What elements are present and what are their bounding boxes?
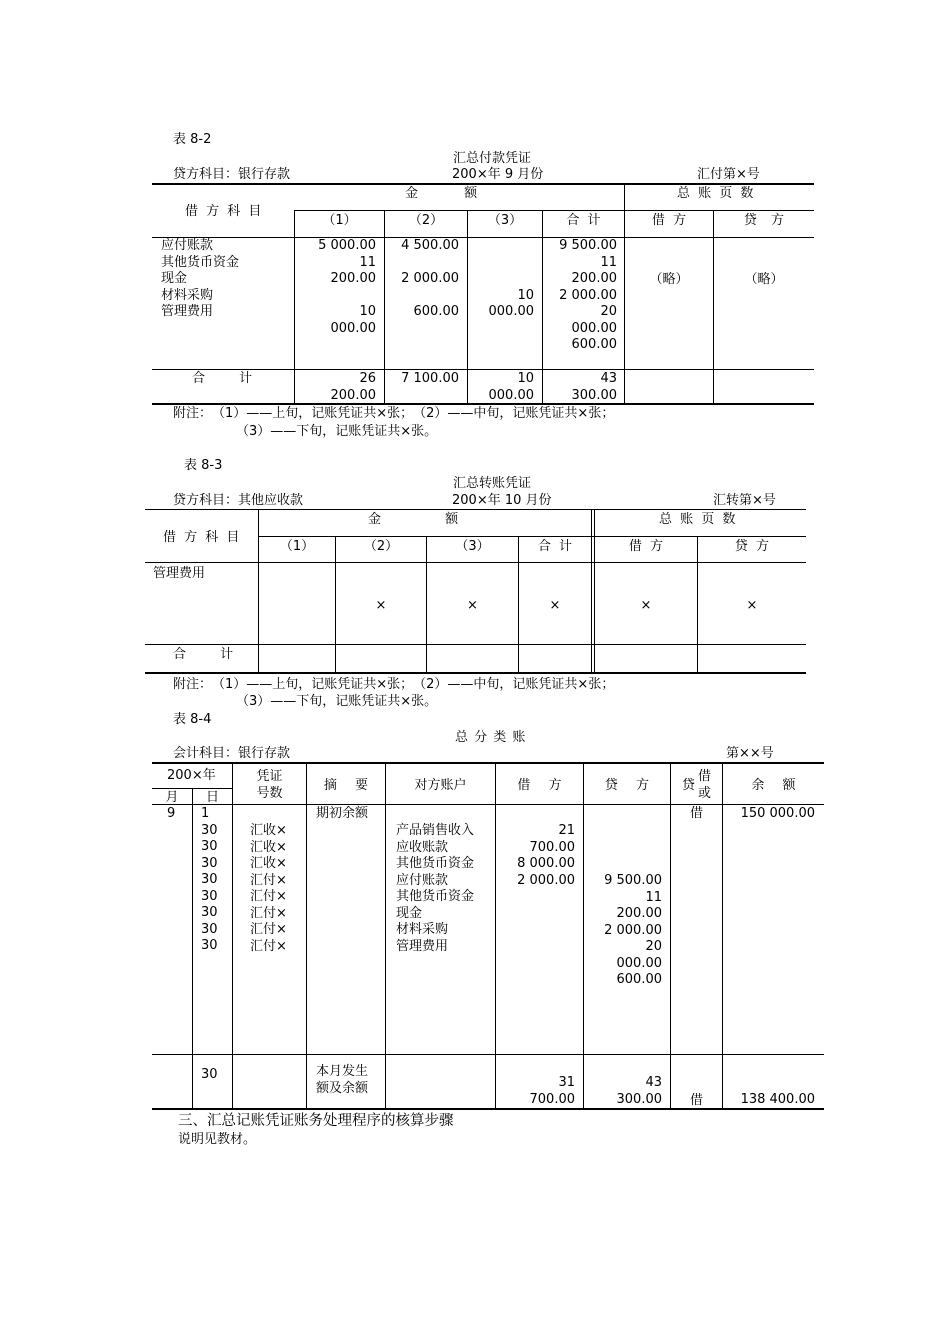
period-label: 200×年 10 月份 xyxy=(452,493,552,508)
col-2-values: 4 500.00 2 000.00 600.00 xyxy=(401,238,459,319)
section-body: 说明见教材。 xyxy=(178,1132,257,1147)
account-label: 会计科目：银行存款 xyxy=(173,746,291,761)
header-direction-or: 或 xyxy=(698,786,712,801)
month-credit-total: 43 300.00 xyxy=(616,1075,662,1107)
month-value: 9 xyxy=(167,806,176,821)
table-8-2-note-1: 附注： （1）——上旬，记账凭证共×张； （2）——中旬，记账凭证共×张； xyxy=(173,406,615,421)
col-2-mark: × xyxy=(375,598,387,613)
table-8-3-note-2: （3）——下旬，记账凭证共×张。 xyxy=(236,694,438,709)
header-direction-debit: 借 xyxy=(698,769,712,784)
header-year: 200×年 xyxy=(167,768,216,783)
debit-page-note: （略） xyxy=(649,272,689,287)
closing-direction: 借 xyxy=(689,1093,703,1108)
credit-account-label: 贷方科目：其他应收款 xyxy=(173,493,304,508)
voucher-number: 汇转第×号 xyxy=(713,493,776,508)
credit-account-label: 贷方科目：银行存款 xyxy=(173,167,291,182)
header-direction-credit: 贷 xyxy=(682,778,696,793)
header-credit: 贷 方 xyxy=(734,539,770,554)
sum-label: 合 计 xyxy=(173,647,234,662)
header-amount: 金 额 xyxy=(368,512,459,527)
header-col-3: （3） xyxy=(487,213,523,228)
header-col-1: （1） xyxy=(322,213,357,228)
header-col-3: （3） xyxy=(455,539,490,554)
sum-col-1: 26 200.00 xyxy=(330,371,376,403)
table-8-2-note-2: （3）——下旬，记账凭证共×张。 xyxy=(236,424,438,439)
page-number: 第××号 xyxy=(726,746,774,761)
header-credit: 贷 方 xyxy=(743,213,785,228)
month-total-label: 本月发生 额及余额 xyxy=(316,1064,369,1096)
table-8-4-label: 表 8-4 xyxy=(173,712,212,727)
credit-page-note: （略） xyxy=(744,272,784,287)
header-debit: 借 方 xyxy=(517,778,562,793)
sum-total: 43 300.00 xyxy=(571,371,617,403)
debit-values: 21 700.00 8 000.00 2 000.00 xyxy=(517,823,575,888)
header-col-2: （2） xyxy=(408,213,444,228)
voucher-values: 汇收× 汇收× 汇收× 汇付× 汇付× 汇付× 汇付× 汇付× xyxy=(250,823,287,954)
closing-balance: 138 400.00 xyxy=(740,1092,815,1107)
header-balance: 余 额 xyxy=(751,778,796,793)
credit-page-mark: × xyxy=(746,598,758,613)
header-amount: 金 额 xyxy=(405,186,478,201)
header-month: 月 xyxy=(165,790,179,805)
header-col-1: （1） xyxy=(279,539,315,554)
debit-page-mark: × xyxy=(640,598,652,613)
sum-label: 合 计 xyxy=(192,371,253,386)
header-day: 日 xyxy=(205,790,219,805)
total-mark: × xyxy=(549,598,561,613)
header-summary: 摘 要 xyxy=(323,778,369,793)
table-8-2-label: 表 8-2 xyxy=(173,132,212,147)
header-total: 合 计 xyxy=(566,213,601,228)
header-ledger-pages: 总 账 页 数 xyxy=(677,186,754,201)
total-values: 9 500.00 11 200.00 2 000.00 20 000.00 600.00 xyxy=(559,238,617,352)
header-debit: 借 方 xyxy=(628,539,664,554)
header-counter-account: 对方账户 xyxy=(414,778,467,793)
col-3-values: 10 000.00 xyxy=(488,287,534,319)
col-1-values: 5 000.00 11 200.00 10 000.00 xyxy=(318,238,376,336)
day-values: 1 30 30 30 30 30 30 30 30 xyxy=(201,806,218,953)
header-col-2: （2） xyxy=(363,539,399,554)
month-end-day: 30 xyxy=(201,1067,218,1082)
table-8-3-label: 表 8-3 xyxy=(184,458,223,473)
opening-direction: 借 xyxy=(689,806,703,821)
header-debit-subject: 借 方 科 目 xyxy=(185,204,262,219)
header-voucher-no: 凭证 号数 xyxy=(256,769,283,801)
header-debit: 借 方 xyxy=(651,213,687,228)
col-3-mark: × xyxy=(467,598,478,613)
debit-subject: 管理费用 xyxy=(153,566,206,581)
credit-values: 9 500.00 11 200.00 2 000.00 20 000.00 600.00 xyxy=(604,873,662,987)
opening-balance: 150 000.00 xyxy=(740,806,815,821)
opening-balance-label: 期初余额 xyxy=(316,806,369,821)
month-debit-total: 31 700.00 xyxy=(529,1075,575,1107)
debit-subjects-list: 应付账款 其他货币资金 现金 材料采购 管理费用 xyxy=(161,238,240,319)
period-label: 200×年 9 月份 xyxy=(452,167,544,182)
table-8-3-note-1: 附注： （1）——上旬，记账凭证共×张； （2）——中旬，记账凭证共×张； xyxy=(173,677,615,692)
header-total: 合 计 xyxy=(537,539,573,554)
table-8-4-title: 总 分 类 账 xyxy=(455,730,526,745)
section-heading: 三、汇总记账凭证账务处理程序的核算步骤 xyxy=(178,1113,454,1129)
table-8-3-title: 汇总转账凭证 xyxy=(453,476,532,491)
header-debit-subject: 借 方 科 目 xyxy=(163,530,240,545)
header-credit: 贷 方 xyxy=(604,778,650,793)
voucher-number: 汇付第×号 xyxy=(697,167,760,182)
counter-account-values: 产品销售收入 应收账款 其他货币资金 应付账款 其他货币资金 现金 材料采购 管理费用 xyxy=(396,823,475,954)
header-ledger-pages: 总 账 页 数 xyxy=(659,512,736,527)
sum-col-3: 10 000.00 xyxy=(488,371,534,403)
table-8-2-title: 汇总付款凭证 xyxy=(453,151,532,166)
sum-col-2: 7 100.00 xyxy=(401,371,459,386)
